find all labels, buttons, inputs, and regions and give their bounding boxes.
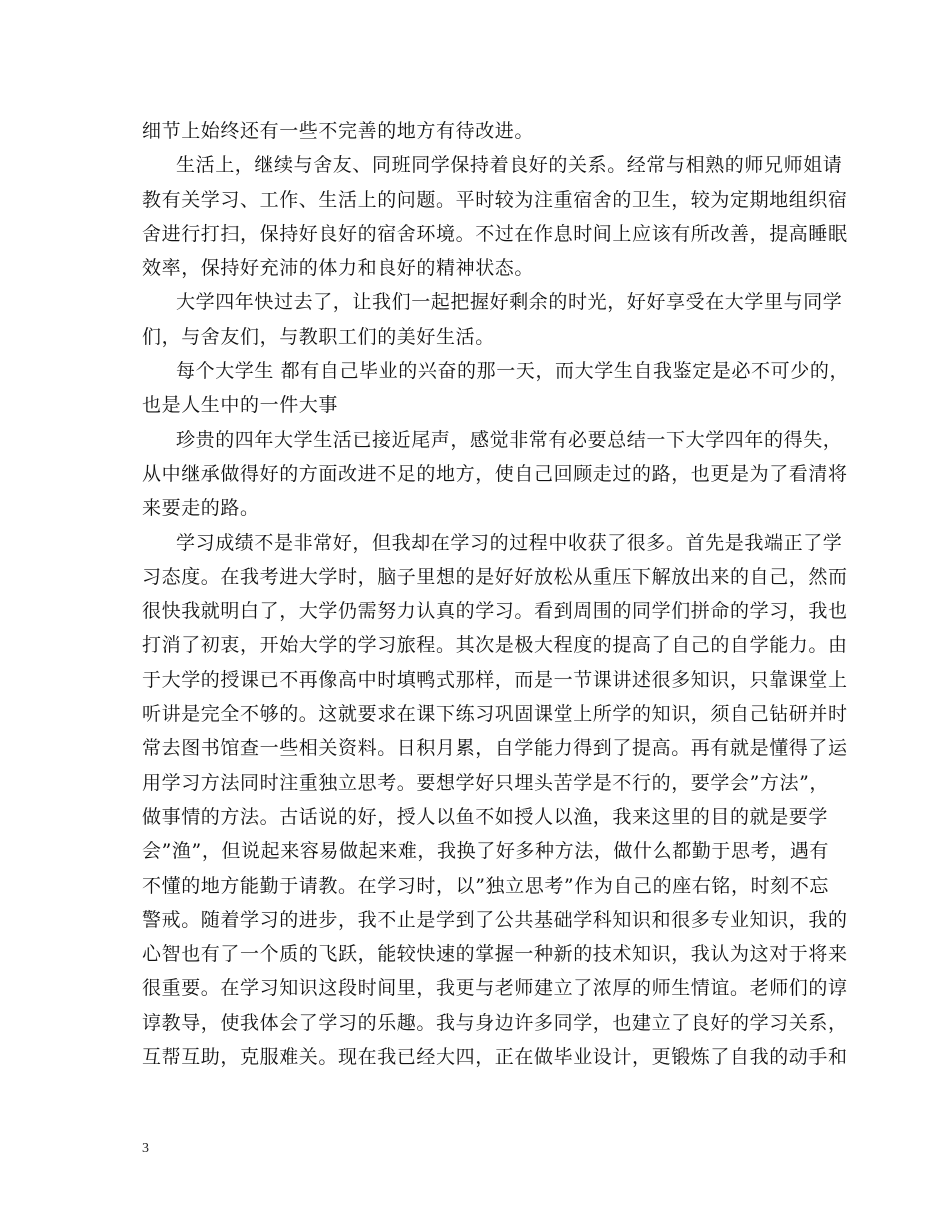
text-line: 会”渔”，但说起来容易做起来难，我换了好多种方法，做什么都勤于思考，遇有 (142, 840, 830, 863)
text-line: 也是人生中的一件大事 (142, 394, 339, 417)
text-line: 学习成绩不是非常好，但我却在学习的过程中收获了很多。首先是我端正了学 (176, 531, 843, 554)
text-line: 来要走的路。 (142, 497, 260, 520)
text-line: 不懂的地方能勤于请教。在学习时，以”独立思考”作为自己的座右铭，时刻不忘 (142, 874, 830, 897)
text-line: 做事情的方法。古话说的好，授人以鱼不如授人以渔，我来这里的目的就是要学 (142, 805, 829, 828)
text-line: 谆教导，使我体会了学习的乐趣。我与身边许多同学，也建立了良好的学习关系， (142, 1011, 848, 1034)
page-number: 3 (142, 1141, 149, 1156)
text-line: 生活上，继续与舍友、同班同学保持着良好的关系。经常与相熟的师兄师姐请 (176, 154, 843, 177)
text-line: 教有关学习、工作、生活上的问题。平时较为注重宿舍的卫生，较为定期地组织宿 (142, 188, 848, 211)
text-line: 听讲是完全不够的。这就要求在课下练习巩固课堂上所学的知识，须自己钻研并时 (142, 703, 848, 726)
text-line: 常去图书馆查一些相关资料。日积月累，自学能力得到了提高。再有就是懂得了运 (142, 737, 848, 760)
text-line: 警戒。随着学习的进步，我不止是学到了公共基础学科知识和很多专业知识，我的 (142, 908, 848, 931)
text-line: 大学四年快过去了，让我们一起把握好剩余的时光，好好享受在大学里与同学 (176, 291, 843, 314)
text-line: 打消了初衷，开始大学的学习旅程。其次是极大程度的提高了自己的自学能力。由 (142, 634, 848, 657)
document-body (142, 114, 850, 1074)
text-line: 们，与舍友们，与教职工们的美好生活。 (142, 325, 495, 348)
text-line: 从中继承做得好的方面改进不足的地方，使自己回顾走过的路，也更是为了看清将 (142, 462, 848, 485)
text-line: 互帮互助，克服难关。现在我已经大四，正在做毕业设计，更锻炼了自我的动手和 (142, 1046, 848, 1069)
text-line: 于大学的授课已不再像高中时填鸭式那样，而是一节课讲述很多知识，只靠课堂上 (142, 668, 848, 691)
text-line: 很重要。在学习知识这段时间里，我更与老师建立了浓厚的师生情谊。老师们的谆 (142, 977, 848, 1000)
text-line: 用学习方法同时注重独立思考。要想学好只埋头苦学是不行的，要学会”方法”， (142, 771, 830, 794)
text-line: 珍贵的四年大学生活已接近尾声，感觉非常有必要总结一下大学四年的得失， (176, 428, 843, 451)
text-line: 很快我就明白了，大学仍需努力认真的学习。看到周围的同学们拼命的学习，我也 (142, 600, 848, 623)
text-line: 习态度。在我考进大学时，脑子里想的是好好放松从重压下解放出来的自己，然而 (142, 565, 848, 588)
text-line: 舍进行打扫，保持好良好的宿舍环境。不过在作息时间上应该有所改善，提高睡眠 (142, 222, 848, 245)
text-line: 心智也有了一个质的飞跃，能较快速的掌握一种新的技术知识，我认为这对于将来 (142, 943, 848, 966)
text-line: 效率，保持好充沛的体力和良好的精神状态。 (142, 257, 535, 280)
text-line: 每个大学生 都有自己毕业的兴奋的那一天，而大学生自我鉴定是必不可少的， (176, 360, 850, 383)
text-line: 细节上始终还有一些不完善的地方有待改进。 (142, 120, 535, 142)
